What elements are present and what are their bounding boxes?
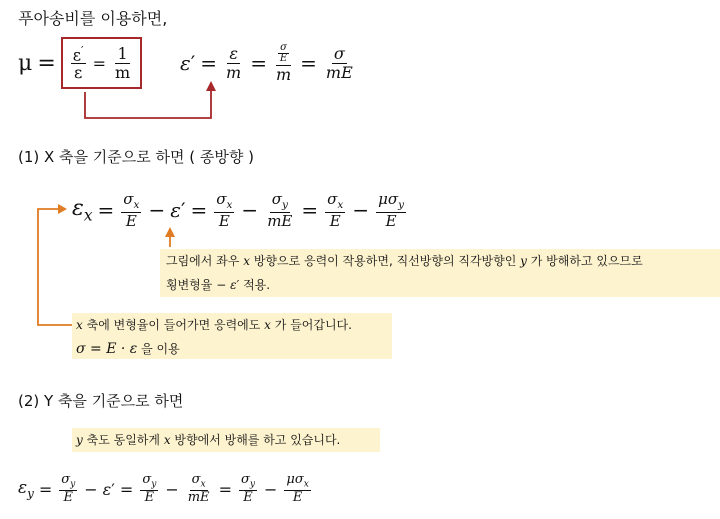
section2-equation: $\varepsilon_y$ = $\frac{\sigma_y}{E}$ − ε′ = $\frac{\sigma_y}{E}$ − $\frac{\sigma_x}{mE}$ = $\frac{\sigma_y}{E}$ − $\frac{\mu\sigma_x}{E}$ — [18, 471, 309, 506]
red-arrow-line — [85, 90, 211, 118]
mu-symbol: μ — [18, 50, 33, 76]
lateral-strain-formula: ε′ = $\frac{\varepsilon}{m}$ = $\frac{\frac{\sigma}{E}}{m}$ = $\frac{\sigma}{mE}$ — [180, 41, 353, 85]
section2-title: (2) Y 축을 기준으로 하면 — [18, 392, 184, 410]
orange-arrow-left-head — [58, 204, 67, 214]
one-over-m-fraction: $\frac{1}{m}$ — [115, 44, 131, 82]
orange-arrow-left-line — [38, 209, 72, 325]
lateral-strain-note: 그림에서 좌우 x 방향으로 응력이 작용하면, 직선방향의 직각방향인 y 가 방해하고 있으므로 횡변형율 − ε′ 적용. — [160, 249, 720, 297]
poisson-ratio-box: $\frac{\varepsilon'}{\varepsilon}$ = $\frac{1}{m}$ — [61, 37, 142, 89]
section1-title: (1) X 축을 기준으로 하면 ( 종방향 ) — [18, 148, 254, 166]
section1-equation: $\varepsilon_x$ = $\frac{\sigma_x}{E}$ − ε′ = $\frac{\sigma_x}{E}$ − $\frac{\sigma_y}{mE}$ = $\frac{\sigma_x}{E}$ − $\frac{\mu\sigma_y}{E}$ — [72, 190, 405, 230]
epsilon-prime-term: ε′ — [170, 198, 186, 222]
equals-sign: = — [37, 50, 56, 76]
intro-text: 푸아송비를 이용하면, — [18, 9, 168, 28]
y-axis-note: y 축도 동일하게 x 방향에서 방해를 하고 있습니다. — [72, 428, 380, 452]
red-arrow-head — [206, 81, 216, 91]
stress-strain-note: x 축에 변형율이 들어가면 응력에도 x 가 들어갑니다. σ = E · ε 을 이용 — [72, 313, 392, 359]
strain-ratio-fraction: $\frac{\varepsilon'}{\varepsilon}$ — [72, 43, 84, 83]
